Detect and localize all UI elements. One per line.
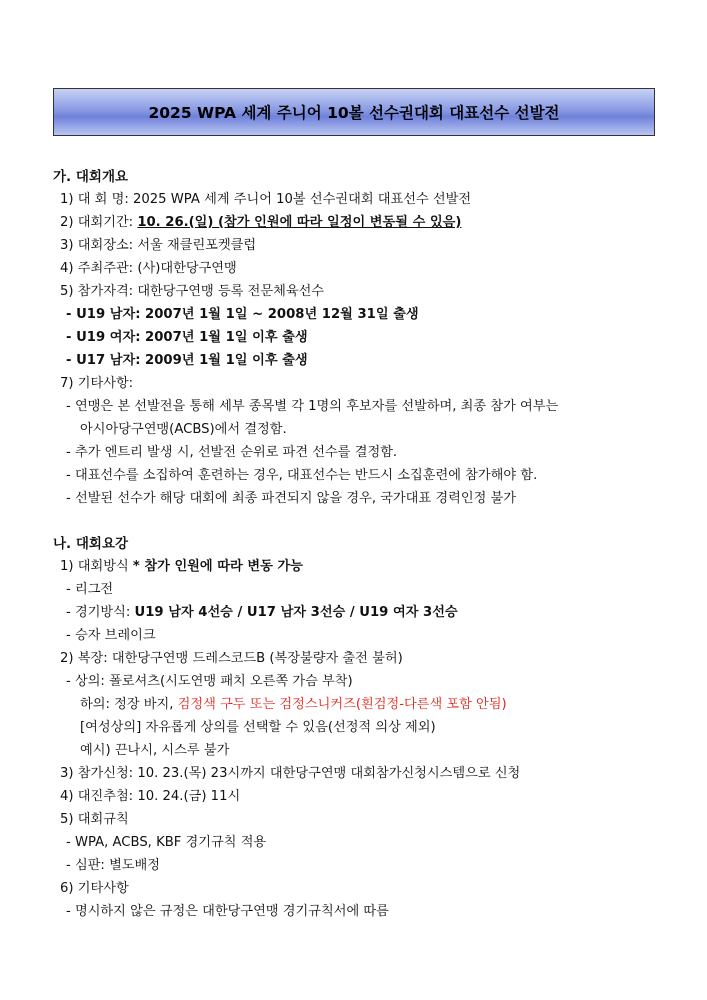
competition-format-note: * 참가 인원에 따라 변동 가능 [132,559,303,574]
event-name: 1) 대 회 명: 2025 WPA 세계 주니어 10볼 선수권대회 대표선수 선발전 [60,192,472,207]
draw: 4) 대진추첨: 10. 24.(금) 11시 [60,789,241,804]
note-career: - 선발된 선수가 해당 대회에 최종 파견되지 않을 경우, 국가대표 경력인정 불가 [66,491,516,506]
referee: - 심판: 별도배정 [66,858,161,873]
dress-bottom [80,696,507,714]
section-heading-overview: 가. 대회개요 [53,169,129,185]
eligibility-u19-male: - U19 남자: 2007년 1월 1일 ~ 2008년 12월 31일 출생 [66,307,419,322]
league-format: - 리그전 [66,582,114,597]
note-selection-cont: 아시아당구연맹(ACBS)에서 결정함. [80,422,287,437]
event-venue: 3) 대회장소: 서울 재클린포켓클럽 [60,238,257,253]
eligibility: 5) 참가자격: 대한당구연맹 등록 전문체육선수 [60,284,325,299]
eligibility-u19-female: - U19 여자: 2007년 1월 1일 이후 출생 [66,330,308,345]
other-matters: 6) 기타사항 [60,881,129,896]
other-notes-label: 7) 기타사항: [60,376,134,391]
note-selection: - 연맹은 본 선발전을 통해 세부 종목별 각 1명의 후보자를 선발하며, 최종 참가 여부는 [66,399,559,414]
winner-break: - 승자 브레이크 [66,628,156,643]
dress-example: 예시) 끈나시, 시스루 불가 [80,743,230,758]
event-period-label: 2) 대회기간: [60,215,138,230]
match-format [66,604,458,622]
event-period [60,214,461,232]
dress-shoes-note: 검정색 구두 또는 검정스니커즈(흰검정-다른색 포함 안됨) [177,697,507,712]
competition-format-label: 1) 대회방식 [60,559,133,574]
dress-bottom-label: 하의: 정장 바지, [80,697,178,712]
match-format-label: - 경기방식: [66,605,135,620]
competition-rules: 5) 대회규칙 [60,812,129,827]
registration: 3) 참가신청: 10. 23.(목) 23시까지 대한당구연맹 대회참가신청시스템으로 신청 [60,766,521,781]
event-host: 4) 주최주관: (사)대한당구연맹 [60,261,237,276]
eligibility-u17-male: - U17 남자: 2009년 1월 1일 이후 출생 [66,353,308,368]
other-rule: - 명시하지 않은 규정은 대한당구연맹 경기규칙서에 따름 [66,904,389,919]
section-heading-rules: 나. 대회요강 [53,536,129,552]
competition-format [60,558,303,576]
dress-women: [여성상의] 자유롭게 상의를 선택할 수 있음(선정적 의상 제외) [80,720,436,735]
page-title: 2025 WPA 세계 주니어 10볼 선수권대회 대표선수 선발전 [53,88,655,136]
event-period-value: 10. 26.(일) (참가 인원에 따라 일정이 변동될 수 있음) [137,215,462,230]
match-format-value: U19 남자 4선승 / U17 남자 3선승 / U19 여자 3선승 [134,605,458,620]
dress-code: 2) 복장: 대한당구연맹 드레스코드B (복장불량자 출전 불허) [60,651,403,666]
rules-applied: - WPA, ACBS, KBF 경기규칙 적용 [66,835,267,850]
note-extra-entry: - 추가 엔트리 발생 시, 선발전 순위로 파견 선수를 결정함. [66,445,398,460]
dress-top: - 상의: 폴로셔츠(시도연맹 패치 오른쪽 가슴 부착) [66,674,353,689]
note-training: - 대표선수를 소집하여 훈련하는 경우, 대표선수는 반드시 소집훈련에 참가해야 함. [66,468,538,483]
